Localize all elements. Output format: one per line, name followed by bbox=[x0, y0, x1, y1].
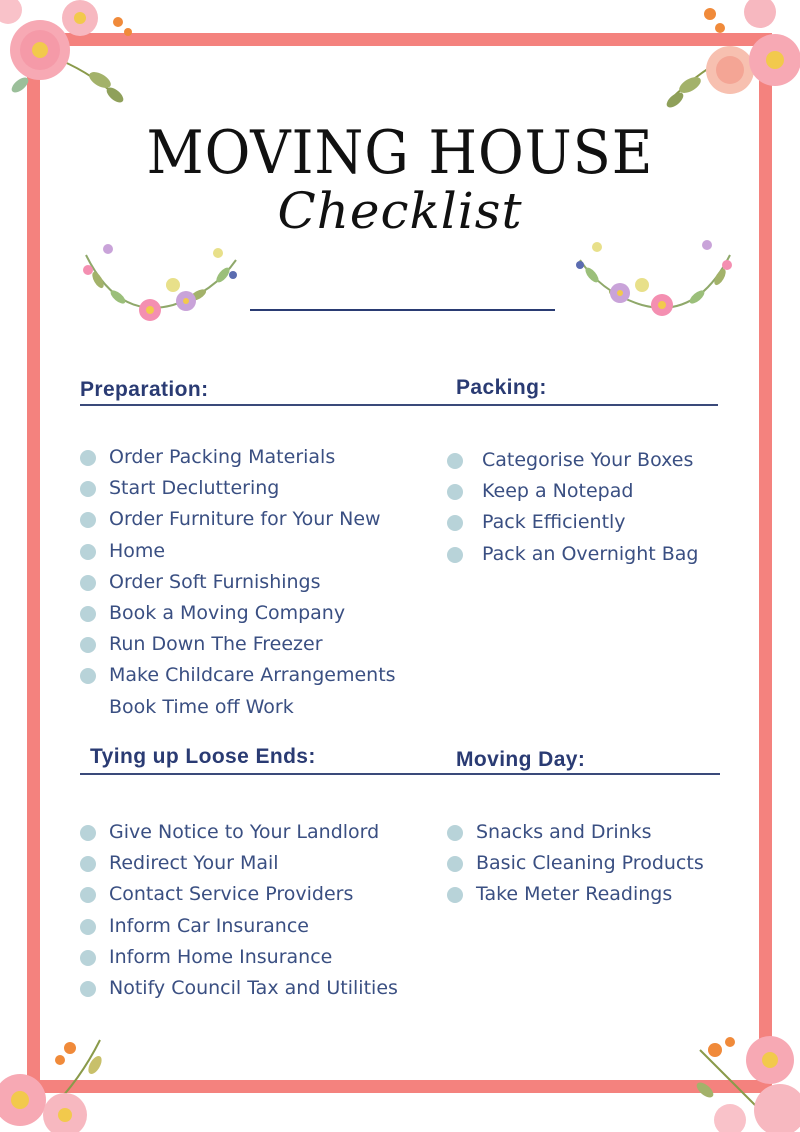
checklist-item[interactable]: Pack an Overnight Bag bbox=[447, 539, 698, 570]
checklist-item[interactable]: Make Childcare Arrangements bbox=[80, 660, 396, 691]
checklist-moving-day bbox=[447, 817, 704, 911]
section-heading-preparation: Preparation: bbox=[80, 378, 209, 401]
checklist-item[interactable]: Snacks and Drinks bbox=[447, 817, 704, 848]
checklist-item[interactable]: Basic Cleaning Products bbox=[447, 848, 704, 879]
checklist-item[interactable]: Book Time off Work bbox=[109, 695, 294, 718]
checklist-item[interactable]: Inform Car Insurance bbox=[80, 911, 398, 942]
corner-flower-bottom-right bbox=[670, 1030, 800, 1132]
section-heading-moving-day: Moving Day: bbox=[456, 748, 586, 771]
checklist-item[interactable]: Book a Moving Company bbox=[80, 598, 396, 629]
section-rule-loose-ends bbox=[80, 773, 440, 775]
section-rule-preparation bbox=[80, 404, 440, 406]
checklist-item[interactable]: Run Down The Freezer bbox=[80, 629, 396, 660]
checklist-item[interactable]: Start Decluttering bbox=[80, 473, 396, 504]
section-heading-loose-ends: Tying up Loose Ends: bbox=[90, 745, 316, 768]
page-subtitle: Checklist bbox=[277, 182, 523, 240]
checklist-item[interactable]: Order Soft Furnishings bbox=[80, 567, 396, 598]
corner-flower-top-left bbox=[0, 0, 140, 110]
checklist-item[interactable]: Inform Home Insurance bbox=[80, 942, 398, 973]
section-heading-packing: Packing: bbox=[456, 376, 547, 399]
checklist-item[interactable]: Order Packing Materials bbox=[80, 442, 396, 473]
checklist-item[interactable]: Order Furniture for Your New bbox=[80, 504, 396, 535]
corner-flower-bottom-left bbox=[0, 1030, 130, 1132]
checklist-item[interactable]: Redirect Your Mail bbox=[80, 848, 398, 879]
checklist-item[interactable]: Take Meter Readings bbox=[447, 879, 704, 910]
checklist-item[interactable]: Home bbox=[80, 536, 396, 567]
checklist-item[interactable]: Categorise Your Boxes bbox=[447, 445, 698, 476]
floral-garland-left bbox=[78, 235, 243, 330]
checklist-item[interactable]: Give Notice to Your Landlord bbox=[80, 817, 398, 848]
page-title: MOVING HOUSE bbox=[146, 118, 654, 188]
checklist-item[interactable]: Pack Efficiently bbox=[447, 507, 698, 538]
checklist-item[interactable]: Notify Council Tax and Utilities bbox=[80, 973, 398, 1004]
checklist-preparation bbox=[80, 442, 396, 723]
checklist-item[interactable]: Keep a Notepad bbox=[447, 476, 698, 507]
checklist-packing bbox=[447, 445, 698, 570]
checklist-loose-ends bbox=[80, 817, 398, 1004]
section-rule-packing bbox=[440, 404, 718, 406]
floral-garland-right bbox=[572, 235, 737, 330]
checklist-item[interactable]: Contact Service Providers bbox=[80, 879, 398, 910]
section-rule-moving-day bbox=[440, 773, 720, 775]
title-underline bbox=[250, 309, 555, 311]
corner-flower-top-right bbox=[650, 0, 800, 120]
